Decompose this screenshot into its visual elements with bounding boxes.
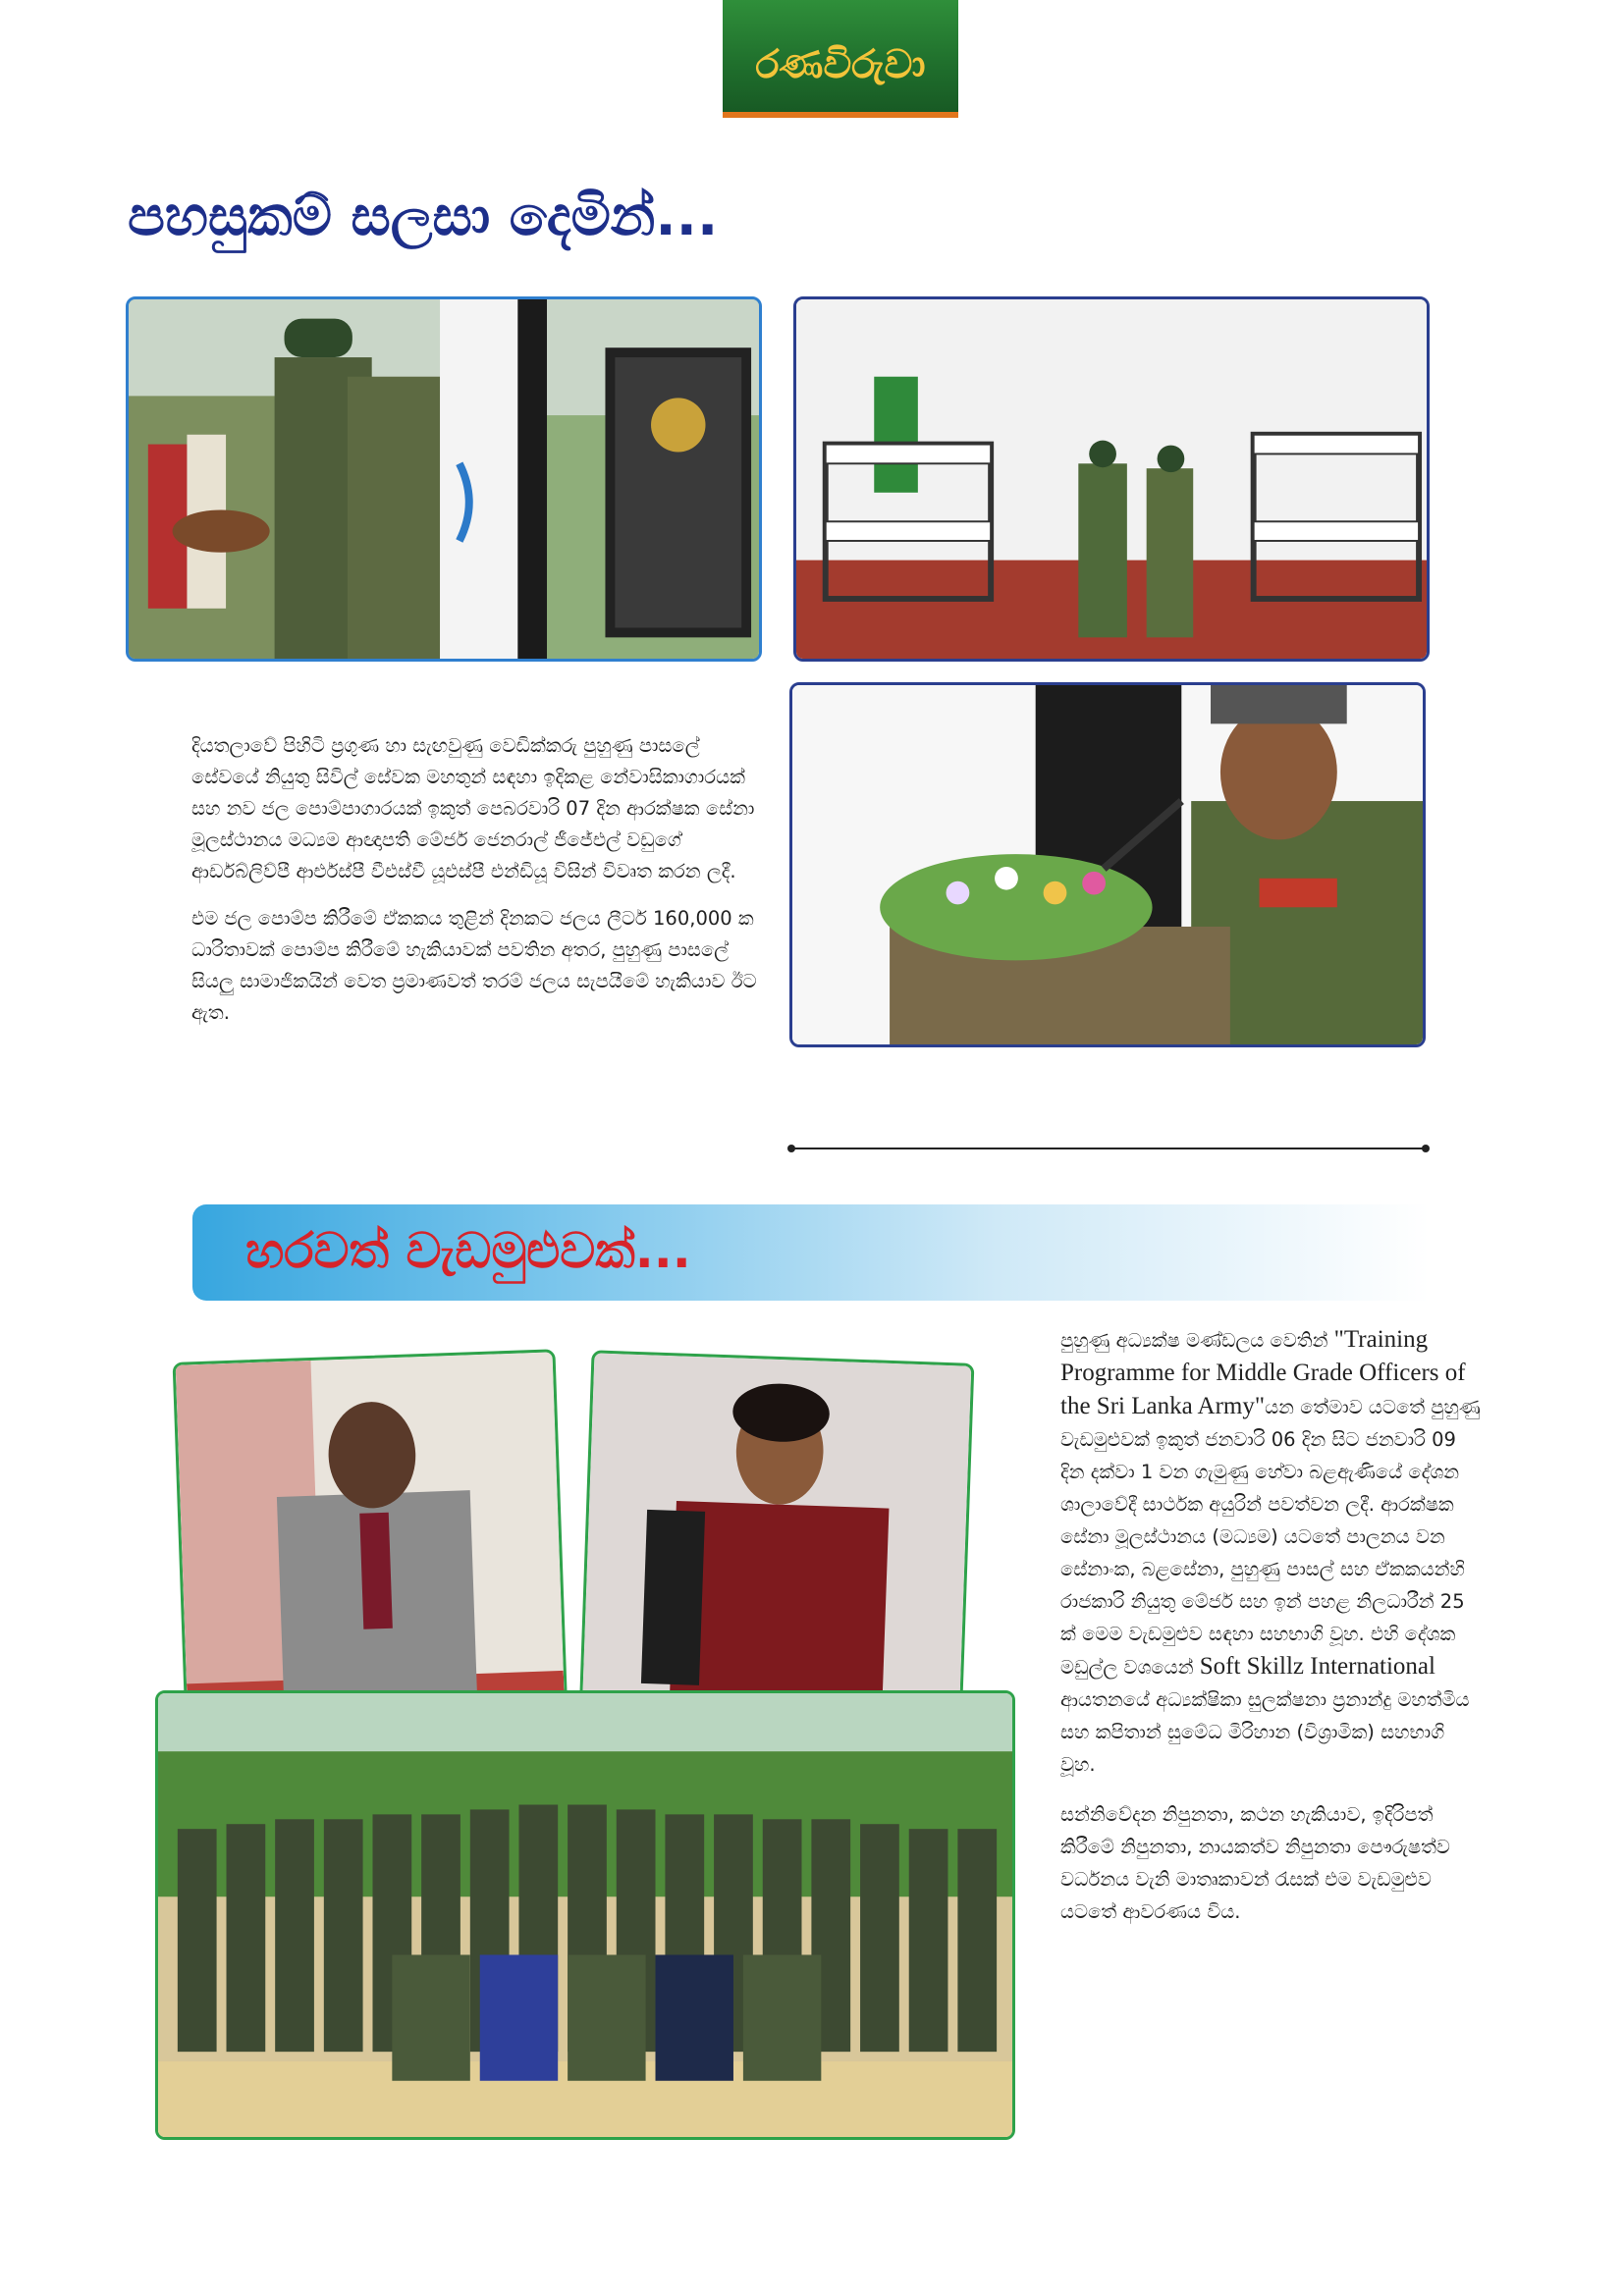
section-divider — [791, 1148, 1426, 1149]
photo-opening-ceremony — [126, 296, 762, 662]
section2-p1-organization: Soft Skillz International — [1199, 1653, 1435, 1680]
photo-group — [155, 1690, 1015, 2140]
section2-p1-part-1: පුහුණු අධ්‍යක්ෂ මණ්ඩලය වෙතින් — [1060, 1329, 1328, 1352]
photo-lecturer-female — [579, 1350, 975, 1731]
section1-paragraph-1: දියතලාවේ පිහිටි ප්‍රගුණ හා සැඟවුණු වෙඩික්කරු පුහුණු පාසලේ සේවයේ නියුතු සිවිල් සේවක මහතුන් සඳහා ඉදිකළ නේවාසිකාගාරයක් සහ නව ජල පොම්පාගාරයක් ඉකුත් පෙබරවාරි 07 දින ආරක්ෂක සේනා මූලස්ථානය මධ්‍යම ආඥාපති මේජර් ජෙනරාල් ජීජේඑල් වඩුගේ ආර්ඩබ්ලිව්පී ආර්එස්පී වීඑස්වී යූඑස්පී එන්ඩියූ විසින් විවෘත කරන ලදී. — [191, 734, 755, 882]
masthead-title: රණවිරුවා — [755, 42, 926, 87]
section2-title: හරවත් වැඩමුළුවක්... — [245, 1222, 691, 1279]
section2-body — [1060, 1323, 1483, 1946]
photo-dormitory — [793, 296, 1430, 662]
photo-speaker-podium — [789, 682, 1426, 1047]
section2-paragraph-1 — [1060, 1323, 1483, 1781]
photo-lecturer-male — [173, 1349, 568, 1730]
section2-p1-part-3: යන තේමාව යටතේ පුහුණු වැඩමුළුවක් ඉකුත් ජනවාරි 06 දින සිට ජනවාරි 09 දින දක්වා 1 වන ගැමුණු හේවා බළඇණියේ දේශන ශාලාවේදී සාර්ථක අයුරින් පවත්වන ලදී. ආරක්ෂක සේනා මූලස්ථානය (මධ්‍යම) යටතේ පාලනය වන සේනාංක, බළසේනා, පුහුණු පාසල් සහ ඒකකයන්හි රාජකාරි නියුතු මේජර් සහ ඉන් පහළ නිලධාරීන් 25 ක් මෙම වැඩමුළුව සඳහා සහභාගි වූහ. එහි දේශක මඩුල්ල වශයෙන් — [1060, 1396, 1481, 1679]
section1-body — [191, 730, 771, 1044]
section2-paragraph-2: සන්නිවේදන නිපුනතා, කථන හැකියාව, ඉදිරිපත් කිරීමේ නිපුනතා, නායකත්ව නිපුනතා පෞරුෂත්ව වර්ධනය වැනි මාතෘකාවන් රැසක් එම වැඩමුළුව යටතේ ආවරණය විය. — [1060, 1803, 1450, 1923]
section2-p1-part-5: ආයතනයේ අධ්‍යක්ෂිකා සුලක්ෂනා ප්‍රනාන්දු මහත්මිය සහ කපිතාන් සුමේධ මිරිහාන (විශ්‍රාමික) සහභාගි වූහ. — [1060, 1688, 1470, 1776]
section1-paragraph-2: එම ජල පොම්ප කිරීමේ ඒකකය තුළින් දිනකට ජලය ලීටර් 160,000 ක ධාරිතාවක් පොම්ප කිරීමේ හැකියාවක් පවතින අතර, පුහුණු පාසලේ සියලු සාමාජිකයින් වෙත ප්‍රමාණවත් තරම් ජලය සැපයීමේ හැකියාව ඊට ඇත. — [191, 907, 757, 1024]
masthead-logo — [723, 0, 958, 118]
section2-banner — [192, 1204, 1430, 1301]
section2-p1-programme-name: "Training Programme for Middle Grade Officers of the Sri Lanka Army" — [1060, 1326, 1466, 1419]
section1-title: පහසුකම් සලසා දෙමින්... — [128, 185, 719, 248]
